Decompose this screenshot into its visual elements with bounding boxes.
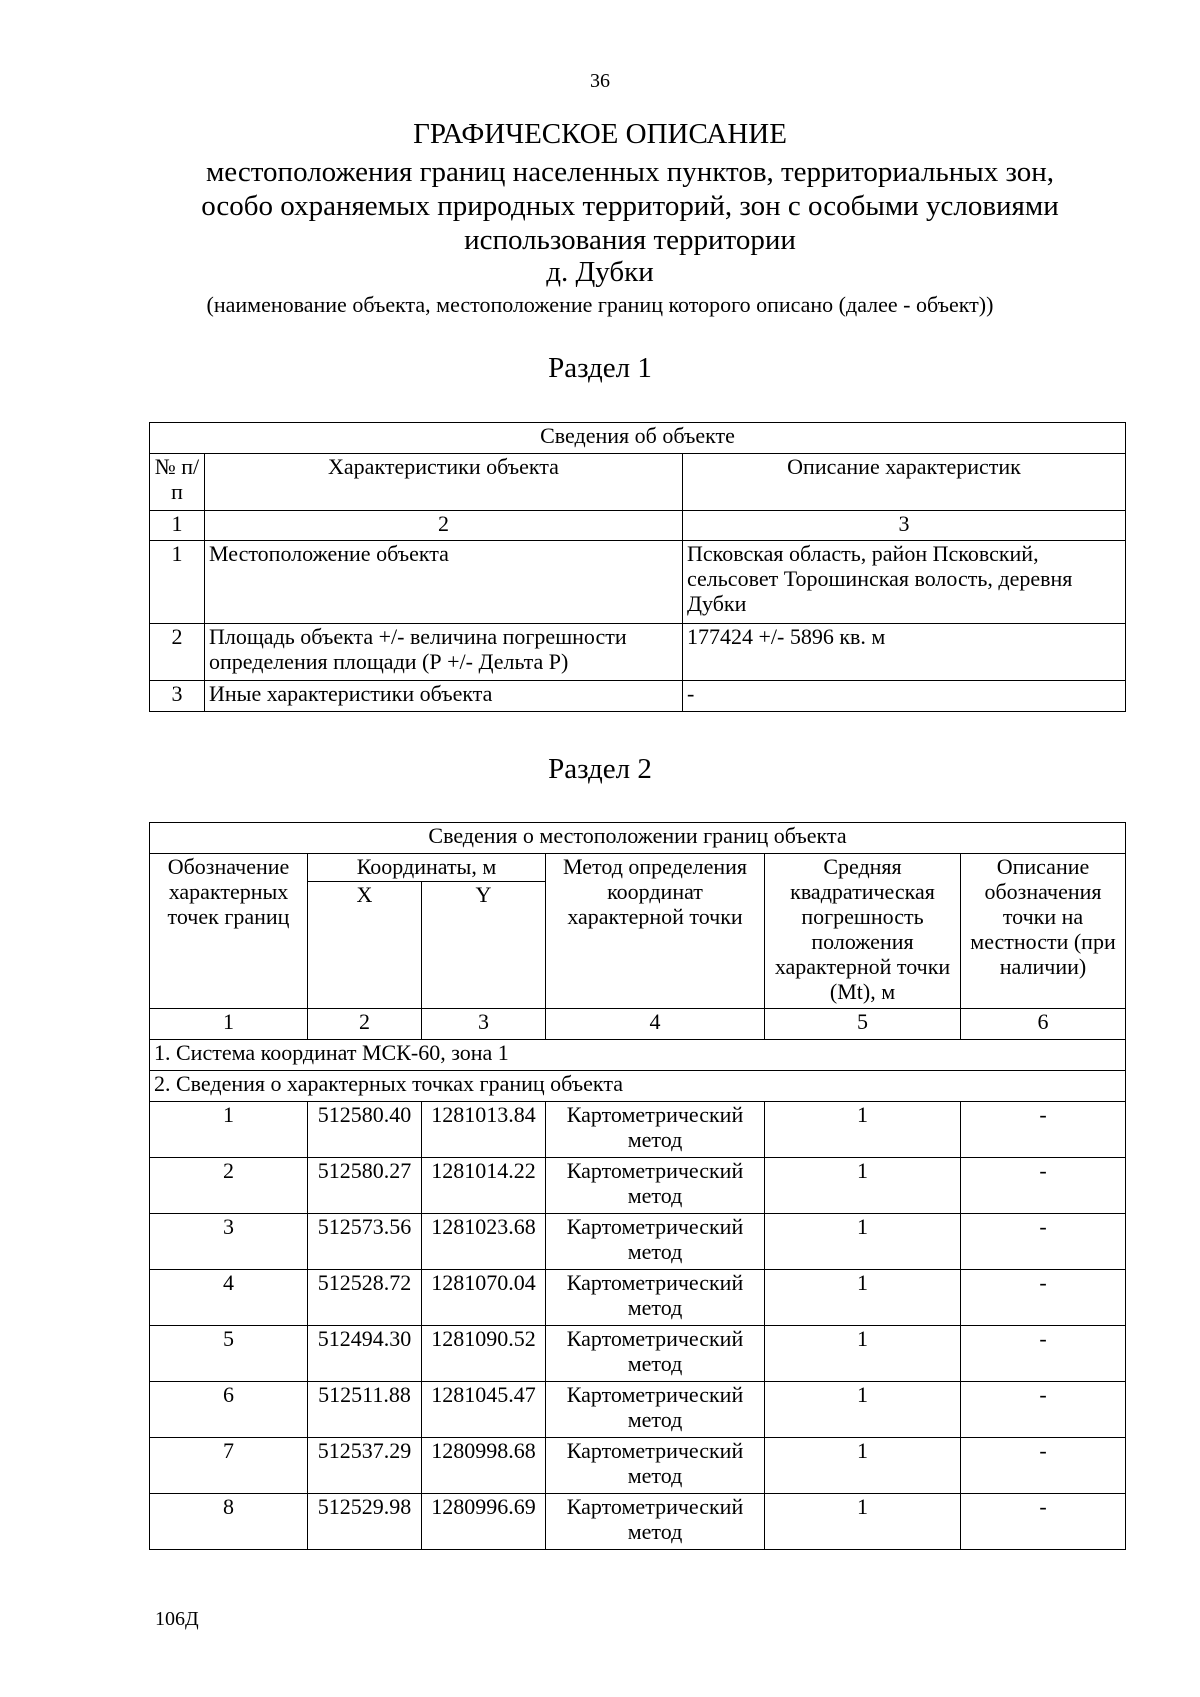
column-number: 1 <box>150 1009 308 1040</box>
point-mt: 1 <box>765 1270 961 1326</box>
point-mt: 1 <box>765 1158 961 1214</box>
row-description: - <box>683 681 1126 712</box>
row-num: 3 <box>150 681 205 712</box>
column-number: 3 <box>422 1009 546 1040</box>
point-method: Картометрический метод <box>546 1102 765 1158</box>
row-num: 1 <box>150 541 205 624</box>
column-number: 2 <box>205 511 683 541</box>
point-id: 6 <box>150 1382 308 1438</box>
point-x: 512537.29 <box>308 1438 422 1494</box>
header-num: № п/п <box>150 454 205 511</box>
point-desc: - <box>961 1438 1126 1494</box>
row-characteristic: Иные характеристики объекта <box>205 681 683 712</box>
point-desc: - <box>961 1102 1126 1158</box>
subtitle-line: местоположения границ населенных пунктов, территориальных зон, <box>205 156 1055 188</box>
point-id: 8 <box>150 1494 308 1550</box>
header-error: Средняя квадратическая погрешность положения характерной точки (Mt), м <box>765 854 961 1009</box>
table-row <box>150 1494 1126 1550</box>
point-id: 5 <box>150 1326 308 1382</box>
point-mt: 1 <box>765 1102 961 1158</box>
table-row <box>150 1158 1126 1214</box>
table-row <box>150 681 1126 712</box>
document-subtitle <box>150 155 1110 257</box>
header-y: Y <box>422 882 546 1009</box>
point-x: 512573.56 <box>308 1214 422 1270</box>
point-x: 512580.27 <box>308 1158 422 1214</box>
row-num: 2 <box>150 624 205 681</box>
point-mt: 1 <box>765 1494 961 1550</box>
point-method: Картометрический метод <box>546 1494 765 1550</box>
point-desc: - <box>961 1270 1126 1326</box>
subtitle-line: особо охраняемых природных территорий, зон с особыми условиями <box>201 190 1059 222</box>
point-method: Картометрический метод <box>546 1158 765 1214</box>
header-description: Описание обозначения точки на местности (при наличии) <box>961 854 1126 1009</box>
point-id: 1 <box>150 1102 308 1158</box>
coord-system: 1. Система координат МСК-60, зона 1 <box>150 1040 1126 1071</box>
point-method: Картометрический метод <box>546 1382 765 1438</box>
column-number: 1 <box>150 511 205 541</box>
table-row <box>150 1214 1126 1270</box>
row-description: Псковская область, район Псковский, сельсовет Торошинская волость, деревня Дубки <box>683 541 1126 624</box>
point-desc: - <box>961 1158 1126 1214</box>
header-x: X <box>308 882 422 1009</box>
point-y: 1281013.84 <box>422 1102 546 1158</box>
table-row <box>150 1326 1126 1382</box>
point-x: 512529.98 <box>308 1494 422 1550</box>
table-row <box>150 1438 1126 1494</box>
column-number: 4 <box>546 1009 765 1040</box>
point-mt: 1 <box>765 1214 961 1270</box>
point-mt: 1 <box>765 1438 961 1494</box>
object-name: д. Дубки <box>546 256 654 288</box>
point-x: 512494.30 <box>308 1326 422 1382</box>
point-x: 512528.72 <box>308 1270 422 1326</box>
object-caption: (наименование объекта, местоположение границ которого описано (далее - объект)) <box>206 292 994 317</box>
point-desc: - <box>961 1214 1126 1270</box>
header-method: Метод определения координат характерной точки <box>546 854 765 1009</box>
row-description: 177424 +/- 5896 кв. м <box>683 624 1126 681</box>
column-number: 3 <box>683 511 1126 541</box>
header-description: Описание характеристик <box>683 454 1126 511</box>
point-y: 1281070.04 <box>422 1270 546 1326</box>
point-id: 3 <box>150 1214 308 1270</box>
column-number: 5 <box>765 1009 961 1040</box>
boundary-points-table <box>149 822 1126 1550</box>
point-x: 512511.88 <box>308 1382 422 1438</box>
point-id: 7 <box>150 1438 308 1494</box>
point-id: 2 <box>150 1158 308 1214</box>
point-desc: - <box>961 1494 1126 1550</box>
point-method: Картометрический метод <box>546 1438 765 1494</box>
table1-title: Сведения об объекте <box>150 423 1126 454</box>
object-info-table <box>149 422 1126 712</box>
document-title: ГРАФИЧЕСКОЕ ОПИСАНИЕ <box>413 118 787 150</box>
point-desc: - <box>961 1382 1126 1438</box>
point-y: 1280996.69 <box>422 1494 546 1550</box>
footer-code: 106Д <box>155 1608 199 1630</box>
point-method: Картометрический метод <box>546 1214 765 1270</box>
table-row <box>150 1270 1126 1326</box>
header-coords: Координаты, м <box>308 854 546 882</box>
point-method: Картометрический метод <box>546 1270 765 1326</box>
table-row <box>150 541 1126 624</box>
point-y: 1281045.47 <box>422 1382 546 1438</box>
point-method: Картометрический метод <box>546 1326 765 1382</box>
point-y: 1281023.68 <box>422 1214 546 1270</box>
point-y: 1280998.68 <box>422 1438 546 1494</box>
header-characteristic: Характеристики объекта <box>205 454 683 511</box>
section2-title: Раздел 2 <box>548 753 652 785</box>
table-row <box>150 1102 1126 1158</box>
table2-title: Сведения о местоположении границ объекта <box>150 823 1126 854</box>
point-y: 1281014.22 <box>422 1158 546 1214</box>
column-number: 6 <box>961 1009 1126 1040</box>
row-characteristic: Площадь объекта +/- величина погрешности определения площади (Р +/- Дельта Р) <box>205 624 683 681</box>
section1-title: Раздел 1 <box>548 352 652 384</box>
point-id: 4 <box>150 1270 308 1326</box>
subtitle-line: использования территории <box>464 224 796 256</box>
table-row <box>150 624 1126 681</box>
table-row <box>150 1382 1126 1438</box>
row-characteristic: Местоположение объекта <box>205 541 683 624</box>
point-mt: 1 <box>765 1382 961 1438</box>
point-y: 1281090.52 <box>422 1326 546 1382</box>
page-number: 36 <box>590 70 610 92</box>
column-number: 2 <box>308 1009 422 1040</box>
header-point: Обозначение характерных точек границ <box>150 854 308 1009</box>
point-desc: - <box>961 1326 1126 1382</box>
point-x: 512580.40 <box>308 1102 422 1158</box>
points-caption: 2. Сведения о характерных точках границ объекта <box>150 1071 1126 1102</box>
point-mt: 1 <box>765 1326 961 1382</box>
